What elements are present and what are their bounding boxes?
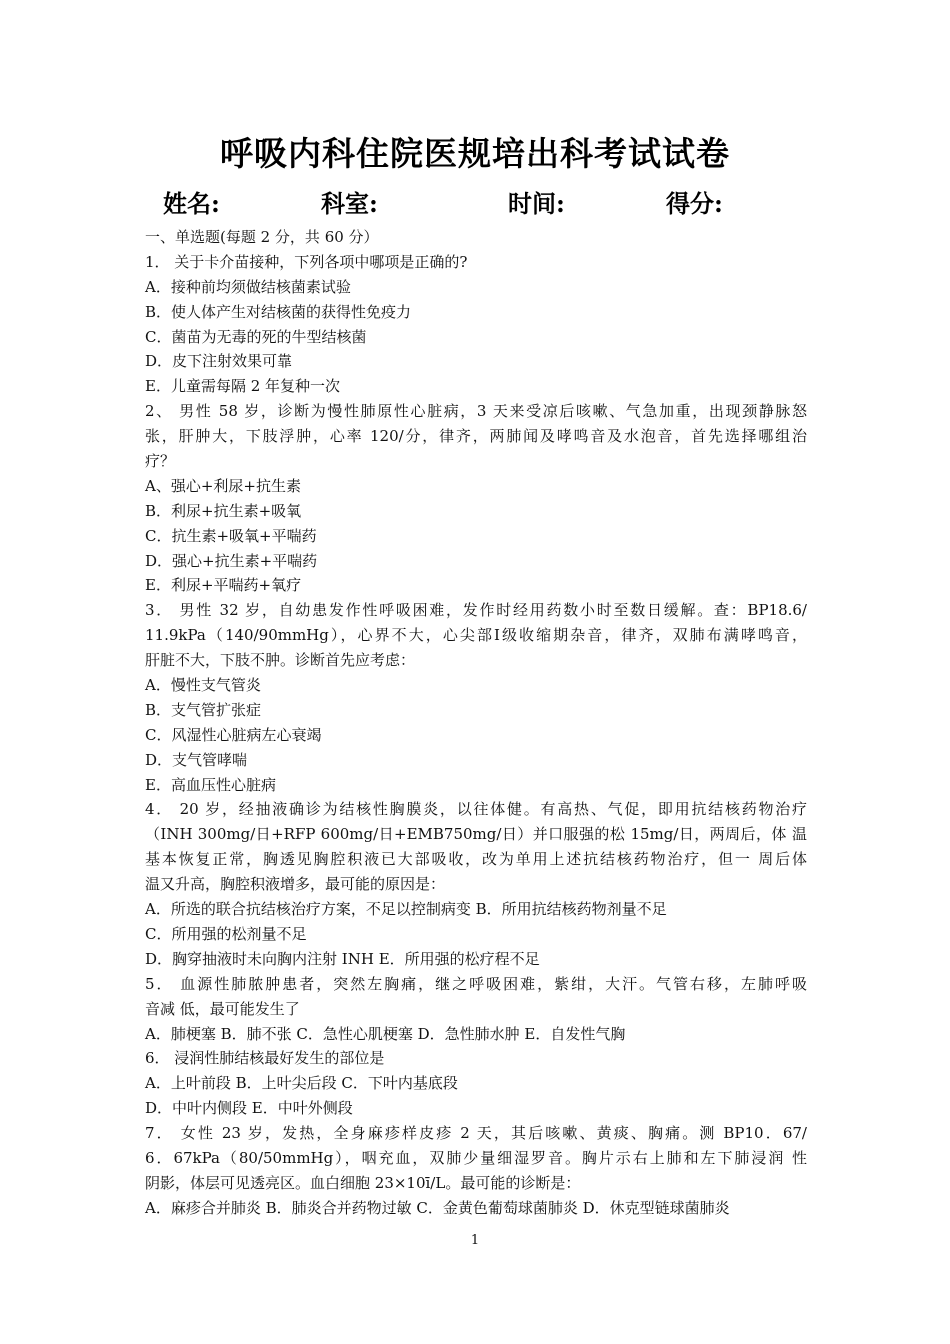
text-line: 阴影，体层可见透亮区。血白细胞 23×10ī/L。最可能的诊断是： [145,1173,581,1192]
text-line: B．支气管扩张症 [145,700,262,719]
text-line: E．高血压性心脏病 [145,775,276,794]
text-line: 1． 关于卡介苗接种，下列各项中哪项是正确的? [145,252,468,271]
text-line: D．皮下注射效果可靠 [145,352,293,371]
page-title: 呼吸内科住院医规培出科考试试卷 [220,134,730,173]
text-line: B．使人体产生对结核菌的获得性免疫力 [145,302,412,321]
text-line: 3． 男性 32 岁，自幼患发作性呼吸困难，发作时经用药数小时至数日缓解。查：BP18.6/ [145,601,807,620]
text-line: 6．67kPa（80/50mmHg），咽充血，双肺少量细湿罗音。胸片示右上肺和左下肺浸润 性 [145,1148,807,1167]
text-line: E．儿童需每隔 2 年复种一次 [145,377,341,396]
text-line: A．麻疹合并肺炎 B．肺炎合并药物过敏 C．金黄色葡萄球菌肺炎 D．休克型链球菌肺炎 [145,1198,730,1217]
page-number: 1 [470,1233,480,1248]
text-line: D．胸穿抽液时未向胸内注射 INH E．所用强的松疗程不足 [145,949,540,968]
text-line: C．抗生素+吸氧+平喘药 [145,526,317,545]
text-line: 疗？ [145,452,176,471]
text-line: 6． 浸润性肺结核最好发生的部位是 [145,1049,385,1068]
text-line: （INH 300mg/日+RFP 600mg/日+EMB750mg/日）并口服强的松 15mg/日，两周后，体 温 [145,825,807,844]
text-line: A．上叶前段 B．上叶尖后段 C．下叶内基底段 [145,1074,458,1093]
text-line: 温又升高，胸腔积液增多，最可能的原因是： [145,875,446,894]
text-line: 肝脏不大，下肢不肿。诊断首先应考虑： [145,651,416,670]
text-line: 一、单选题(每题 2 分，共 60 分） [145,228,379,246]
text-line: B．利尿+抗生素+吸氧 [145,501,302,520]
text-line: C．菌苗为无毒的死的牛型结核菌 [145,327,367,346]
text-line: 5． 血源性肺脓肿患者，突然左胸痛，继之呼吸困难，紫绀，大汗。气管右移，左肺呼吸 [145,974,807,993]
score-label: 得分: [666,189,723,218]
exam-info-row [163,184,783,224]
text-line: D．支气管哮喘 [145,750,248,769]
text-line: C．所用强的松剂量不足 [145,924,307,943]
text-line: 张，肝肿大，下肢浮肿，心率 120/分，律齐，两肺闻及哮鸣音及水泡音，首先选择哪组治 [145,427,807,446]
exam-questions [145,225,807,1221]
text-line: 2、 男性 58 岁，诊断为慢性肺原性心脏病，3 天来受凉后咳嗽、气急加重，出现颈静脉怒 [145,402,807,421]
time-label: 时间: [508,189,565,218]
text-line: 7． 女性 23 岁，发热，全身麻疹样皮疹 2 天，其后咳嗽、黄痰、胸痛。测 BP10．67/ [145,1124,807,1143]
text-line: E．利尿+平喘药+氧疗 [145,576,302,595]
text-line: A．肺梗塞 B．肺不张 C．急性心肌梗塞 D．急性肺水肿 E．自发性气胸 [145,1024,626,1043]
name-label: 姓名: [163,189,220,218]
text-line: C．风湿性心脏病左心衰竭 [145,725,322,744]
text-line: 基本恢复正常，胸透见胸腔积液已大部吸收，改为单用上述抗结核药物治疗，但一 周后体 [145,850,807,869]
text-line: 11.9kPa（140/90mmHg），心界不大，心尖部Ⅰ级收缩期杂音，律齐，双肺布满哮鸣音， [145,626,807,645]
dept-label: 科室: [321,189,378,218]
text-line: 音减 低，最可能发生了 [145,999,300,1018]
text-line: 4． 20 岁，经抽液确诊为结核性胸膜炎，以往体健。有高热、气促，即用抗结核药物治疗 [145,800,807,819]
text-line: D．中叶内侧段 E．中叶外侧段 [145,1099,353,1118]
text-line: D．强心+抗生素+平喘药 [145,551,318,570]
text-line: A．所选的联合抗结核治疗方案，不足以控制病变 B．所用抗结核药物剂量不足 [145,900,667,919]
text-line: A、强心+利尿+抗生素 [145,476,301,495]
text-line: A．慢性支气管炎 [145,676,261,695]
text-line: A．接种前均须做结核菌素试验 [145,277,351,296]
